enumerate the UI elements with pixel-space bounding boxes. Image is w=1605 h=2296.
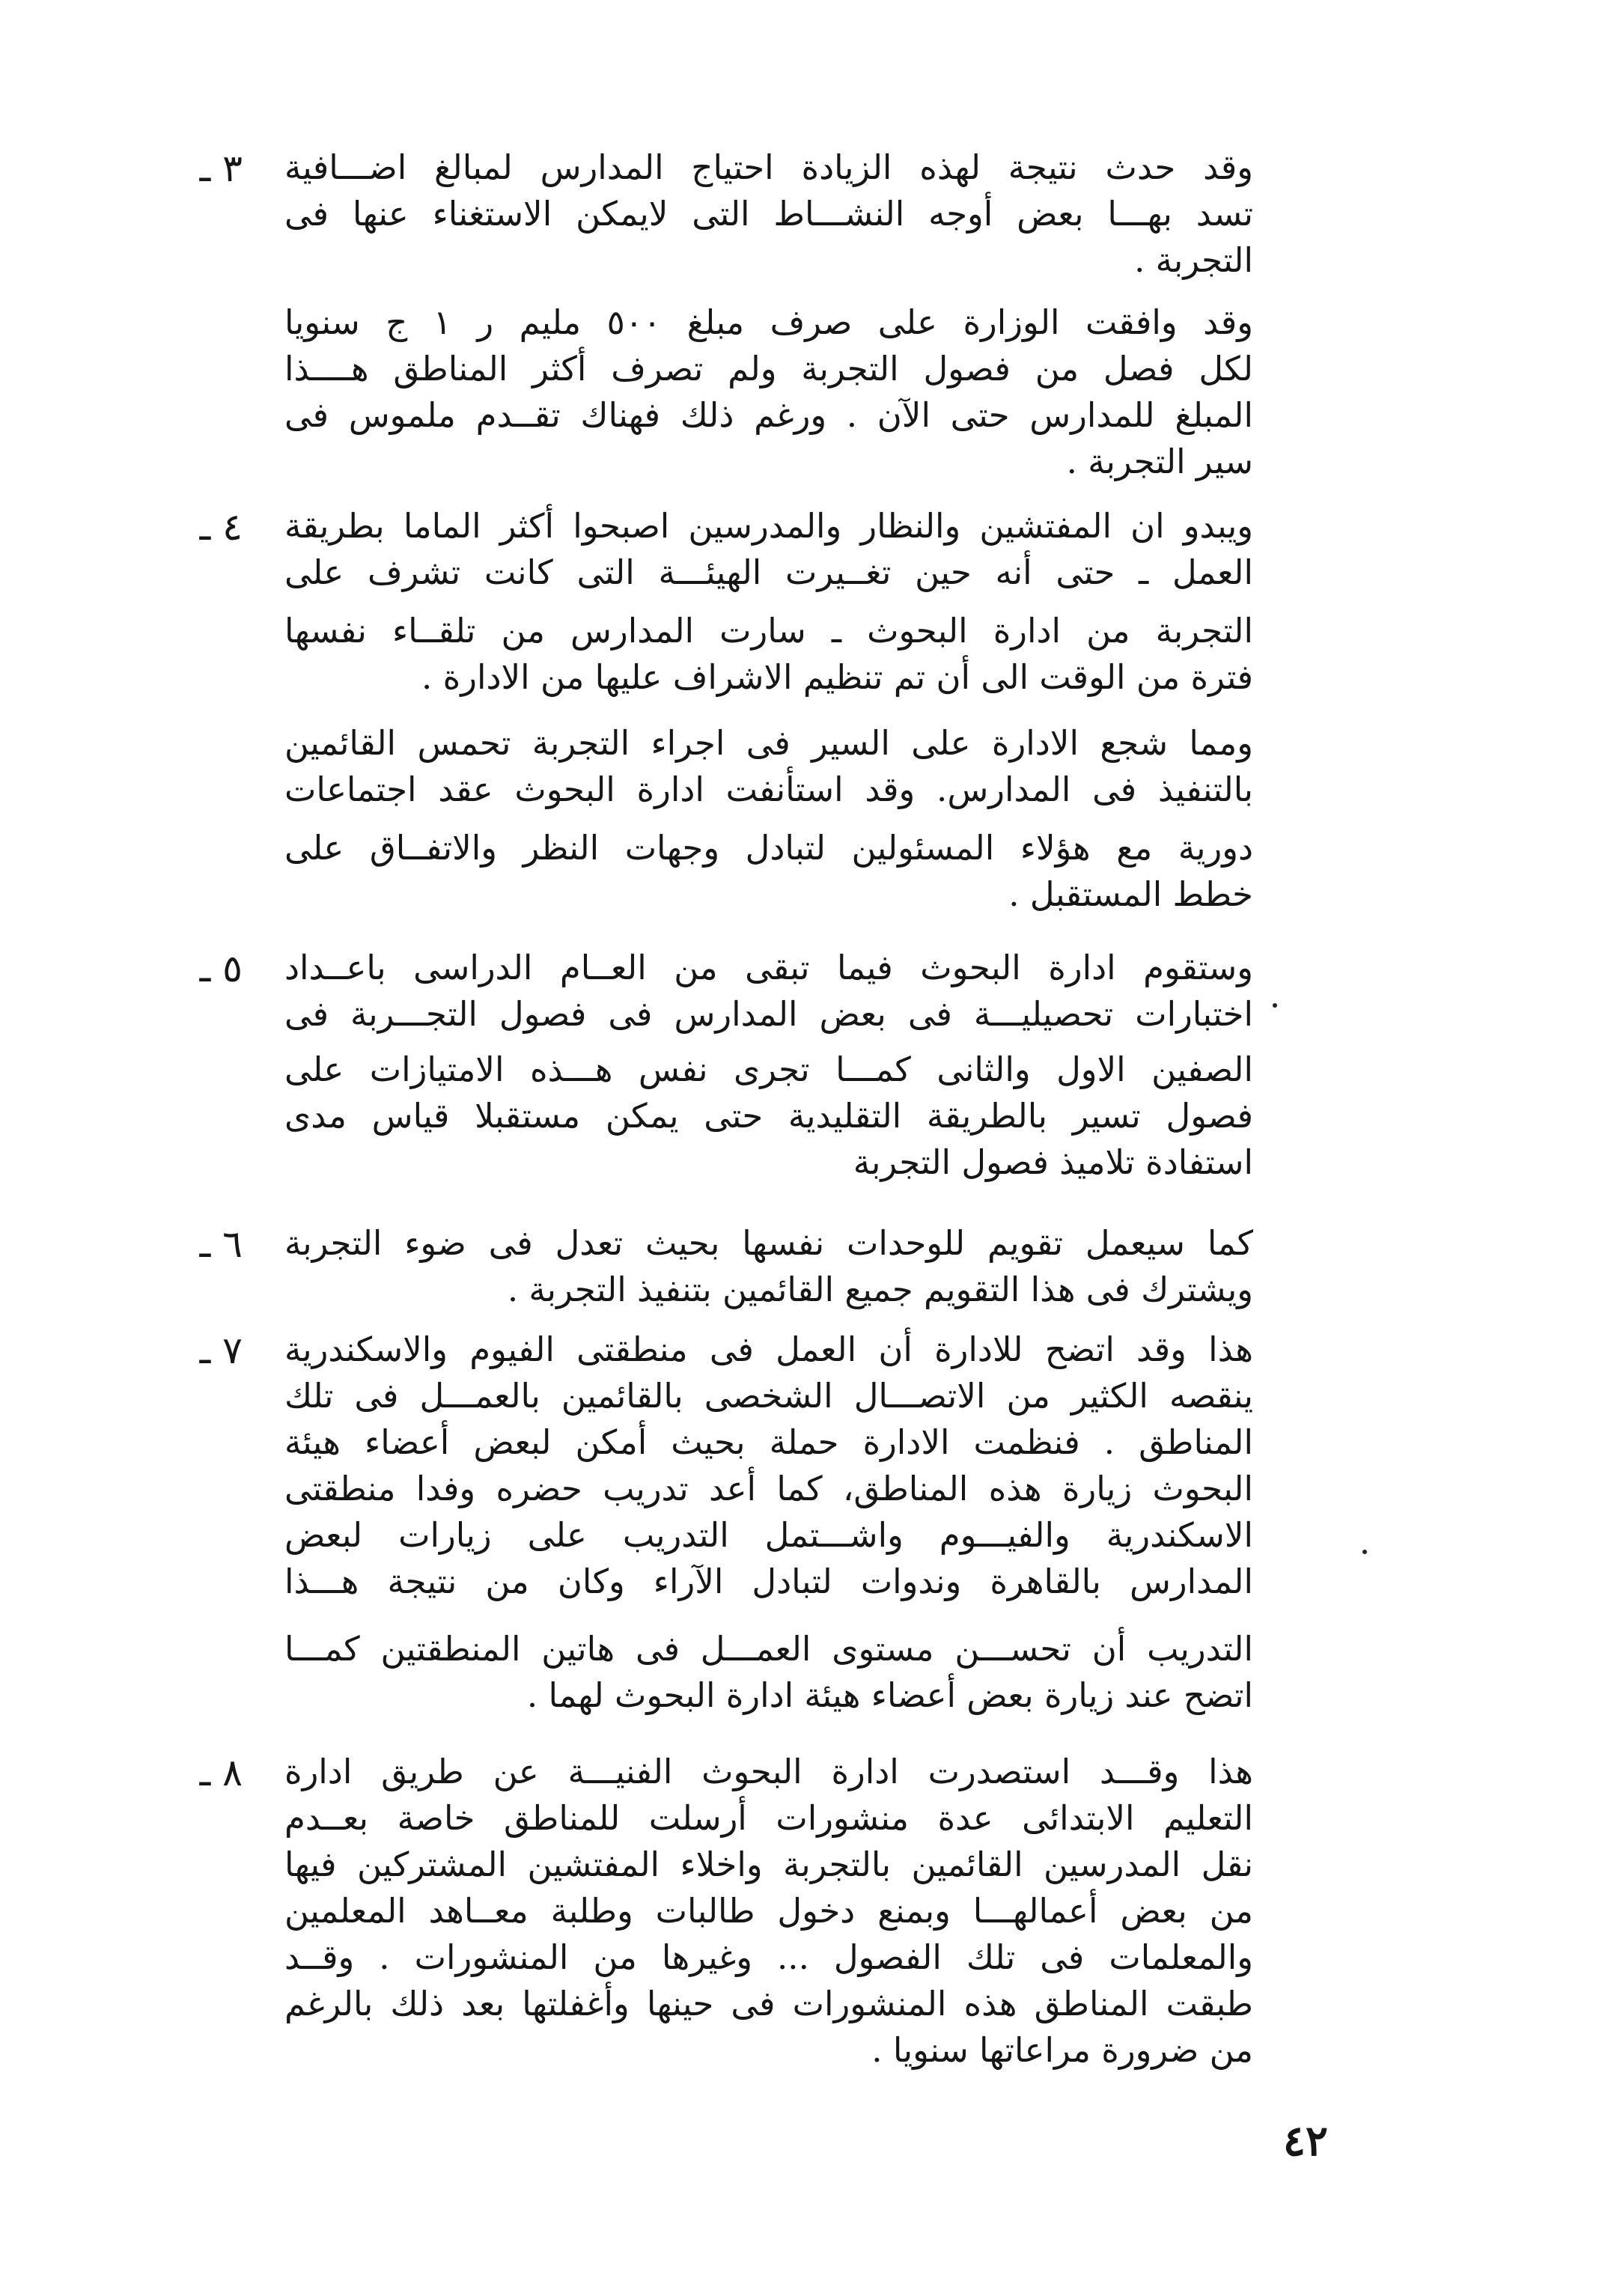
text-line: المدارس بالقاهرة وندوات لتبادل الآراء وكان من نتيجة هـــذا [284, 1562, 1253, 1601]
item-5-paragraph-2 [284, 1047, 1253, 1186]
text-line: ينقصه الكثير من الاتصـــال الشخصى بالقائمين بالعمـــل فى تلك [284, 1376, 1253, 1416]
text-line: والمعلمات فى تلك الفصول ... وغيرها من المنشورات . وقــد [284, 1937, 1253, 1977]
text-line: ويبدو ان المفتشين والنظار والمدرسين اصبحوا أكثر الماما بطريقة [284, 506, 1253, 546]
text-line: طبقت المناطق هذه المنشورات فى حينها وأغفلتها بعد ذلك بالرغم [284, 1984, 1253, 2024]
scan-speck [1273, 1003, 1277, 1008]
item-number-7: ٧ ـ [199, 1329, 243, 1372]
text-line: التدريب أن تحســـن مستوى العمـــل فى هاتين المنطقتين كمـــا [284, 1629, 1253, 1669]
text-line: خطط المستقبل . [1008, 874, 1253, 914]
text-line: من ضرورة مراعاتها سنويا . [871, 2030, 1253, 2070]
text-line: دورية مع هؤلاء المسئولين لتبادل وجهات النظر والاتفــاق على [284, 828, 1253, 868]
text-line: لكل فصل من فصول التجربة ولم تصرف أكثر المناطق هــــذا [284, 349, 1253, 389]
item-7-paragraph-1 [284, 1327, 1253, 1605]
item-8-paragraph-1 [284, 1749, 1253, 2074]
text-line: البحوث زيارة هذه المناطق، كما أعد تدريب حضره وفدا منطقتى [284, 1469, 1253, 1508]
item-3-paragraph-2 [284, 299, 1253, 485]
text-line: تسد بهـــا بعض أوجه النشـــاط التى لايمكن الاستغناء عنها فى [284, 194, 1253, 234]
item-7-paragraph-2 [284, 1626, 1253, 1719]
item-number-3: ٣ ـ [199, 147, 243, 190]
text-line: الاسكندرية والفيـــوم واشـــتمل التدريب على زيارات لبعض [284, 1515, 1253, 1555]
text-line: المناطق . فنظمت الادارة حملة بحيث أمكن لبعض أعضاء هيئة [284, 1422, 1253, 1462]
text-line: العمل ـ حتى أنه حين تغــيرت الهيئـــة التى كانت تشرف على [284, 552, 1253, 592]
text-line: من بعض أعمالهـــا وبمنع دخول طالبات وطلبة معــاهد المعلمين [284, 1891, 1253, 1931]
text-line: وستقوم ادارة البحوث فيما تبقى من العــام الدراسى باعــداد [284, 948, 1253, 987]
text-line: التعليم الابتدائى عدة منشورات أرسلت للمناطق خاصة بعــدم [284, 1798, 1253, 1838]
text-line: هذا وقـــد استصدرت ادارة البحوث الفنيـــة عن طريق ادارة [284, 1752, 1253, 1791]
item-6-paragraph-1 [284, 1220, 1253, 1313]
text-line: ويشترك فى هذا التقويم جميع القائمين بتنفيذ التجربة . [507, 1270, 1253, 1309]
text-line: بالتنفيذ فى المدارس. وقد استأنفت ادارة البحوث عقد اجتماعات [284, 770, 1253, 809]
text-line: التجربة من ادارة البحوث ـ سارت المدارس من تلقــاء نفسها [284, 611, 1253, 651]
text-line: وقد وافقت الوزارة على صرف مبلغ ٥٠٠ مليم ر ١ ج سنويا [284, 302, 1253, 342]
text-line: فترة من الوقت الى أن تم تنظيم الاشراف عليها من الادارة . [421, 657, 1253, 697]
item-5-paragraph-1 [284, 945, 1253, 1038]
text-line: اتضح عند زيارة بعض أعضاء هيئة ادارة البحوث لهما . [526, 1675, 1253, 1715]
text-line: استفادة تلاميذ فصول التجربة [853, 1142, 1253, 1182]
item-4-paragraph-3 [284, 720, 1253, 813]
text-line: فصول تسير بالطريقة التقليدية حتى يمكن مستقبلا قياس مدى [284, 1096, 1253, 1136]
text-line: نقل المدرسين القائمين بالتجربة واخلاء المفتشين المشتركين فيها [284, 1845, 1253, 1884]
item-number-5: ٥ ـ [199, 947, 243, 990]
item-number-8: ٨ ـ [199, 1751, 243, 1794]
item-4-paragraph-2 [284, 608, 1253, 701]
page-number: ٤٢ [1282, 2116, 1328, 2166]
item-number-4: ٤ ـ [199, 505, 243, 549]
text-line: سير التجربة . [1066, 442, 1253, 481]
text-line: المبلغ للمدارس حتى الآن . ورغم ذلك فهناك تقــدم ملموس فى [284, 395, 1253, 435]
text-line: التجربة . [1134, 240, 1253, 280]
scan-speck [1362, 1550, 1367, 1554]
text-line: الصفين الاول والثانى كمـــا تجرى نفس هـــذه الامتيازات على [284, 1050, 1253, 1089]
text-line: ومما شجع الادارة على السير فى اجراء التجربة تحمس القائمين [284, 723, 1253, 763]
item-4-paragraph-4 [284, 825, 1253, 918]
item-3-paragraph-1 [284, 144, 1253, 284]
item-4-paragraph-1 [284, 503, 1253, 596]
text-line: هذا وقد اتضح للادارة أن العمل فى منطقتى الفيوم والاسكندرية [284, 1330, 1253, 1369]
item-number-6: ٦ ـ [199, 1222, 243, 1266]
text-line: اختبارات تحصيليـــة فى بعض المدارس فى فصول التجـــربة فى [284, 994, 1253, 1034]
text-line: كما سيعمل تقويم للوحدات نفسها بحيث تعدل فى ضوء التجربة [284, 1223, 1253, 1263]
text-line: وقد حدث نتيجة لهذه الزيادة احتياج المدارس لمبالغ اضـــافية [284, 147, 1253, 187]
